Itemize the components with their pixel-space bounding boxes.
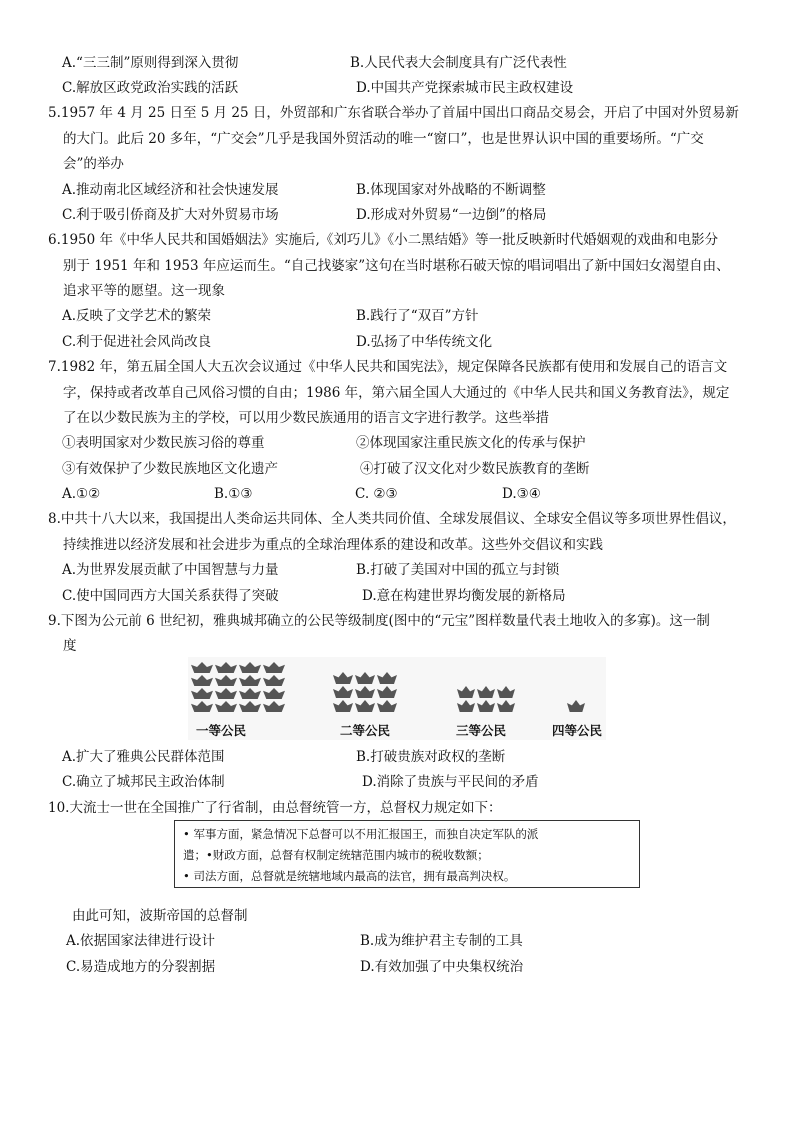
ingot-icon <box>457 700 475 712</box>
ingot-icon <box>497 700 515 712</box>
ingot-icon <box>477 686 495 698</box>
ingot-icon <box>457 686 475 698</box>
ingot-icon <box>191 701 213 712</box>
q10-option-d: D.有效加强了中央集权统治 <box>360 959 524 975</box>
ingot-icon <box>263 662 285 673</box>
ingot-icon <box>377 700 397 712</box>
q4-option-c: C.解放区政党政治实践的活跃 <box>62 80 239 96</box>
q7-option-a: A.①② <box>62 486 101 502</box>
ingot-icon <box>215 675 237 686</box>
q4-option-d: D.中国共产党探索城市民主政权建设 <box>356 80 574 96</box>
ingot-icon <box>377 686 397 698</box>
q6-stem-line-1: 6.1950 年《中华人民共和国婚姻法》实施后,《刘巧儿》《小二黑结婚》等一批反映新时代婚姻观的戏曲和电影分 <box>48 232 719 248</box>
q5-option-c: C.利于吸引侨商及扩大对外贸易市场 <box>62 207 279 223</box>
governor-powers-box <box>174 820 640 888</box>
q10-option-b: B.成为维护君主专制的工具 <box>360 933 523 949</box>
ingot-icon <box>215 701 237 712</box>
ingot-icon <box>333 672 353 684</box>
q6-option-b: B.践行了“双百”方针 <box>356 308 479 324</box>
class-label-3: 三等公民 <box>456 723 507 738</box>
q5-option-d: D.形成对外贸易“一边倒”的格局 <box>356 207 547 223</box>
ingot-icons <box>188 657 606 719</box>
box-line-3: • 司法方面，总督就是统辖地域内最高的法官，拥有最高判决权。 <box>183 869 516 883</box>
q10-stem-line-2: 由此可知，波斯帝国的总督制 <box>72 908 248 924</box>
box-line-2: 遣；•财政方面，总督有权制定统辖范围内城市的税收数额； <box>183 848 489 862</box>
q7-stem-line-3: 了在以少数民族为主的学校，可以用少数民族通用的语言文字进行教学。这些举措 <box>63 410 549 426</box>
ingot-icon <box>239 701 261 712</box>
q7-option-b: B.①③ <box>214 486 253 502</box>
ingot-icon <box>263 688 285 699</box>
q8-option-b: B.打破了美国对中国的孤立与封锁 <box>356 562 560 578</box>
ingot-icon <box>355 686 375 698</box>
q9-option-c: C.确立了城邦民主政治体制 <box>62 774 225 790</box>
q7-statement-2: ②体现国家注重民族文化的传承与保护 <box>356 435 586 451</box>
ingot-icon <box>497 686 515 698</box>
q5-stem-line-3: 会”的举办 <box>63 156 124 172</box>
ingot-icon <box>215 688 237 699</box>
q4-option-b: B.人民代表大会制度具有广泛代表性 <box>350 55 567 71</box>
q5-stem-line-2: 的大门。此后 20 多年，“广交会”几乎是我国外贸活动的唯一“窗口”，也是世界认识中国的重要场所。“广交 <box>63 131 704 147</box>
class-label-4: 四等公民 <box>552 723 603 738</box>
ingot-icon <box>263 701 285 712</box>
citizen-class-figure <box>188 657 606 740</box>
ingot-icon <box>191 688 213 699</box>
q8-stem-line-1: 8.中共十八大以来，我国提出人类命运共同体、全人类共同价值、全球发展倡议、全球安全倡议等多项世界性倡议， <box>48 511 736 527</box>
q8-option-d: D.意在构建世界均衡发展的新格局 <box>362 588 566 604</box>
q5-option-a: A.推动南北区域经济和社会快速发展 <box>62 182 279 198</box>
ingot-icon <box>215 662 237 673</box>
q9-option-b: B.打破贵族对政权的垄断 <box>356 749 506 765</box>
q7-statement-3: ③有效保护了少数民族地区文化遗产 <box>62 461 278 477</box>
q7-stem-line-1: 7.1982 年，第五届全国人大五次会议通过《中华人民共和国宪法》，规定保障各民族都有使用和发展自己的语言文 <box>48 359 728 375</box>
class-label-1: 一等公民 <box>196 723 247 738</box>
ingot-icon <box>263 675 285 686</box>
q9-stem-line-1: 9.下图为公元前 6 世纪初，雅典城邦确立的公民等级制度(图中的“元宝”图样数量代表土地收入的多寡)。这一制 <box>48 613 710 629</box>
ingot-icon <box>239 675 261 686</box>
q8-option-c: C.使中国同西方大国关系获得了突破 <box>62 588 279 604</box>
q5-option-b: B.体现国家对外战略的不断调整 <box>356 182 546 198</box>
q7-option-d: D.③④ <box>502 486 541 502</box>
q9-option-d: D.消除了贵族与平民间的矛盾 <box>362 774 539 790</box>
ingot-icon <box>333 686 353 698</box>
ingot-icon <box>567 700 585 712</box>
ingot-icon <box>239 688 261 699</box>
q10-option-c: C.易造成地方的分裂割据 <box>66 959 216 975</box>
ingot-icon <box>191 662 213 673</box>
q6-option-a: A.反映了文学艺术的繁荣 <box>62 308 212 324</box>
ingot-icon <box>333 700 353 712</box>
ingot-icon <box>191 675 213 686</box>
q8-stem-line-2: 持续推进以经济发展和社会进步为重点的全球治理体系的建设和改革。这些外交倡议和实践 <box>63 537 603 553</box>
q9-stem-line-2: 度 <box>63 638 77 654</box>
ingot-icon <box>355 700 375 712</box>
ingot-icon <box>355 672 375 684</box>
q10-stem-line-1: 10.大流士一世在全国推广了行省制，由总督统管一方，总督权力规定如下： <box>48 800 502 816</box>
ingot-icon <box>377 672 397 684</box>
q7-option-c: C. ②③ <box>355 486 398 502</box>
q6-option-d: D.弘扬了中华传统文化 <box>356 334 493 350</box>
q10-option-a: A.依据国家法律进行设计 <box>66 933 216 949</box>
q6-stem-line-2: 别于 1951 年和 1953 年应运而生。“自己找婆家”这句在当时堪称石破天惊的唱词唱出了新中国妇女渴望自由、 <box>63 258 730 274</box>
q6-stem-line-3: 追求平等的愿望。这一现象 <box>63 283 225 299</box>
q6-option-c: C.利于促进社会风尚改良 <box>62 334 212 350</box>
q7-statement-4: ④打破了汉文化对少数民族教育的垄断 <box>360 461 590 477</box>
q7-statement-1: ①表明国家对少数民族习俗的尊重 <box>62 435 265 451</box>
q8-option-a: A.为世界发展贡献了中国智慧与力量 <box>62 562 279 578</box>
q9-option-a: A.扩大了雅典公民群体范围 <box>62 749 225 765</box>
class-label-2: 二等公民 <box>340 723 391 738</box>
q5-stem-line-1: 5.1957 年 4 月 25 日至 5 月 25 日，外贸部和广东省联合举办了首届中国出口商品交易会，开启了中国对外贸易新 <box>48 105 739 121</box>
ingot-icon <box>477 700 495 712</box>
ingot-icon <box>239 662 261 673</box>
q7-stem-line-2: 字，保持或者改革自己风俗习惯的自由；1986 年，第六届全国人大通过的《中华人民共和国义务教育法》，规定 <box>63 385 730 401</box>
box-line-1: • 军事方面，紧急情况下总督可以不用汇报国王，而独自决定军队的派 <box>183 827 539 841</box>
q4-option-a: A.“三三制”原则得到深入贯彻 <box>62 55 239 71</box>
